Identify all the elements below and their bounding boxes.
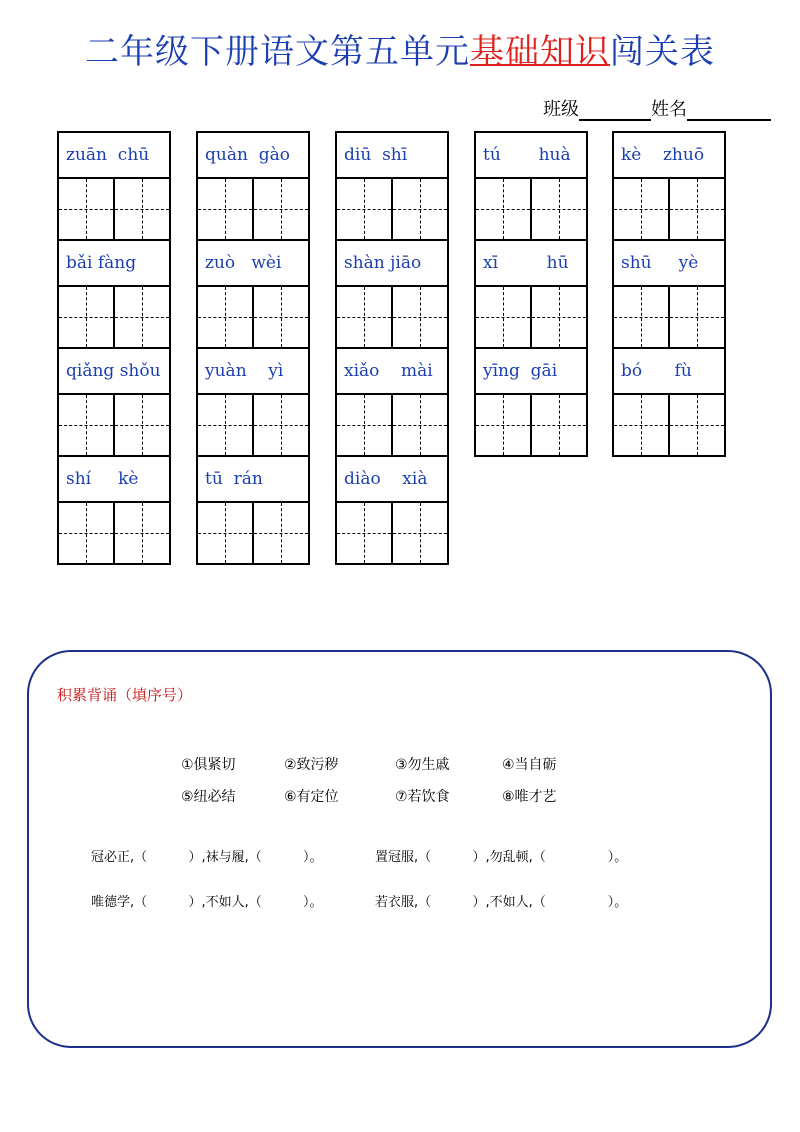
pinyin-column — [335, 131, 449, 565]
tianzige-box[interactable] — [198, 179, 252, 239]
pinyin-label: diū shī — [337, 133, 447, 179]
writing-boxes — [198, 179, 308, 241]
tianzige-box[interactable] — [614, 287, 668, 347]
tianzige-box[interactable] — [476, 287, 530, 347]
sentence-3: 唯德学,（ ）,不如人,（ ）。 — [91, 895, 323, 910]
tianzige-box[interactable] — [113, 395, 169, 455]
writing-boxes — [198, 395, 308, 457]
writing-boxes — [198, 503, 308, 563]
writing-boxes — [337, 287, 447, 349]
tianzige-box[interactable] — [59, 287, 113, 347]
tianzige-box[interactable] — [391, 287, 447, 347]
tianzige-box[interactable] — [391, 503, 447, 563]
tianzige-box[interactable] — [614, 179, 668, 239]
writing-boxes — [59, 287, 169, 349]
title-main: 二年级下册语文第五单元 — [85, 32, 470, 72]
option-8: ⑧唯才艺 — [502, 789, 557, 805]
sentence-1: 冠必正,（ ）,袜与履,（ ）。 — [91, 850, 323, 865]
writing-boxes — [614, 179, 724, 241]
pinyin-label: bó fù — [614, 349, 724, 395]
writing-boxes — [476, 287, 586, 349]
writing-boxes — [614, 395, 724, 455]
class-blank[interactable] — [579, 101, 651, 121]
pinyin-label: tū rán — [198, 457, 308, 503]
tianzige-box[interactable] — [337, 179, 391, 239]
writing-boxes — [59, 395, 169, 457]
pinyin-label: xiǎo mài — [337, 349, 447, 395]
tianzige-box[interactable] — [476, 179, 530, 239]
tianzige-box[interactable] — [391, 179, 447, 239]
writing-boxes — [59, 503, 169, 563]
option-2: ②致污秽 — [284, 757, 339, 773]
tianzige-box[interactable] — [252, 179, 308, 239]
sentence-4: 若衣服,（ ）,不如人,（ ）。 — [375, 895, 628, 910]
tianzige-box[interactable] — [476, 395, 530, 455]
tianzige-box[interactable] — [252, 395, 308, 455]
sentence-2: 置冠服,（ ）,勿乱顿,（ ）。 — [375, 850, 628, 865]
option-5: ⑤纽必结 — [181, 789, 236, 805]
writing-boxes — [337, 395, 447, 457]
tianzige-box[interactable] — [198, 395, 252, 455]
pinyin-label: tú huà — [476, 133, 586, 179]
pinyin-label: zuò wèi — [198, 241, 308, 287]
pinyin-column — [612, 131, 726, 457]
tianzige-box[interactable] — [59, 395, 113, 455]
pinyin-label: diào xià — [337, 457, 447, 503]
tianzige-box[interactable] — [252, 503, 308, 563]
tianzige-box[interactable] — [337, 503, 391, 563]
pinyin-column — [196, 131, 310, 565]
accumulate-card — [27, 650, 772, 1048]
tianzige-box[interactable] — [337, 395, 391, 455]
option-4: ④当自砺 — [502, 757, 557, 773]
writing-boxes — [198, 287, 308, 349]
title-tail: 闯关表 — [610, 32, 715, 72]
tianzige-box[interactable] — [113, 179, 169, 239]
pinyin-label: xī hū — [476, 241, 586, 287]
tianzige-box[interactable] — [530, 395, 586, 455]
tianzige-box[interactable] — [668, 395, 724, 455]
pinyin-label: quàn gào — [198, 133, 308, 179]
title-highlight: 基础知识 — [470, 32, 610, 72]
tianzige-box[interactable] — [668, 179, 724, 239]
name-blank[interactable] — [687, 101, 771, 121]
pinyin-label: yuàn yì — [198, 349, 308, 395]
writing-boxes — [614, 287, 724, 349]
option-7: ⑦若饮食 — [395, 789, 450, 805]
tianzige-box[interactable] — [198, 287, 252, 347]
student-info — [543, 95, 771, 121]
pinyin-label: yīng gāi — [476, 349, 586, 395]
tianzige-box[interactable] — [391, 395, 447, 455]
tianzige-box[interactable] — [252, 287, 308, 347]
tianzige-box[interactable] — [113, 503, 169, 563]
pinyin-column — [57, 131, 171, 565]
writing-boxes — [337, 179, 447, 241]
writing-boxes — [59, 179, 169, 241]
class-label: 班级 — [543, 99, 579, 120]
pinyin-label: zuān chū — [59, 133, 169, 179]
tianzige-box[interactable] — [59, 179, 113, 239]
writing-boxes — [476, 179, 586, 241]
option-1: ①俱紧切 — [181, 757, 236, 773]
tianzige-box[interactable] — [668, 287, 724, 347]
tianzige-box[interactable] — [337, 287, 391, 347]
tianzige-box[interactable] — [530, 179, 586, 239]
name-label: 姓名 — [651, 99, 687, 120]
pinyin-label: qiǎng shǒu — [59, 349, 169, 395]
tianzige-box[interactable] — [530, 287, 586, 347]
pinyin-label: shū yè — [614, 241, 724, 287]
writing-boxes — [476, 395, 586, 455]
pinyin-label: kè zhuō — [614, 133, 724, 179]
writing-boxes — [337, 503, 447, 563]
tianzige-box[interactable] — [59, 503, 113, 563]
tianzige-box[interactable] — [113, 287, 169, 347]
accumulate-title: 积累背诵（填序号） — [57, 686, 193, 704]
option-6: ⑥有定位 — [284, 789, 339, 805]
tianzige-box[interactable] — [198, 503, 252, 563]
tianzige-box[interactable] — [614, 395, 668, 455]
option-3: ③勿生戚 — [395, 757, 450, 773]
pinyin-column — [474, 131, 588, 457]
pinyin-label: shàn jiāo — [337, 241, 447, 287]
pinyin-label: bǎi fàng — [59, 241, 169, 287]
page-title — [0, 28, 800, 76]
pinyin-label: shí kè — [59, 457, 169, 503]
